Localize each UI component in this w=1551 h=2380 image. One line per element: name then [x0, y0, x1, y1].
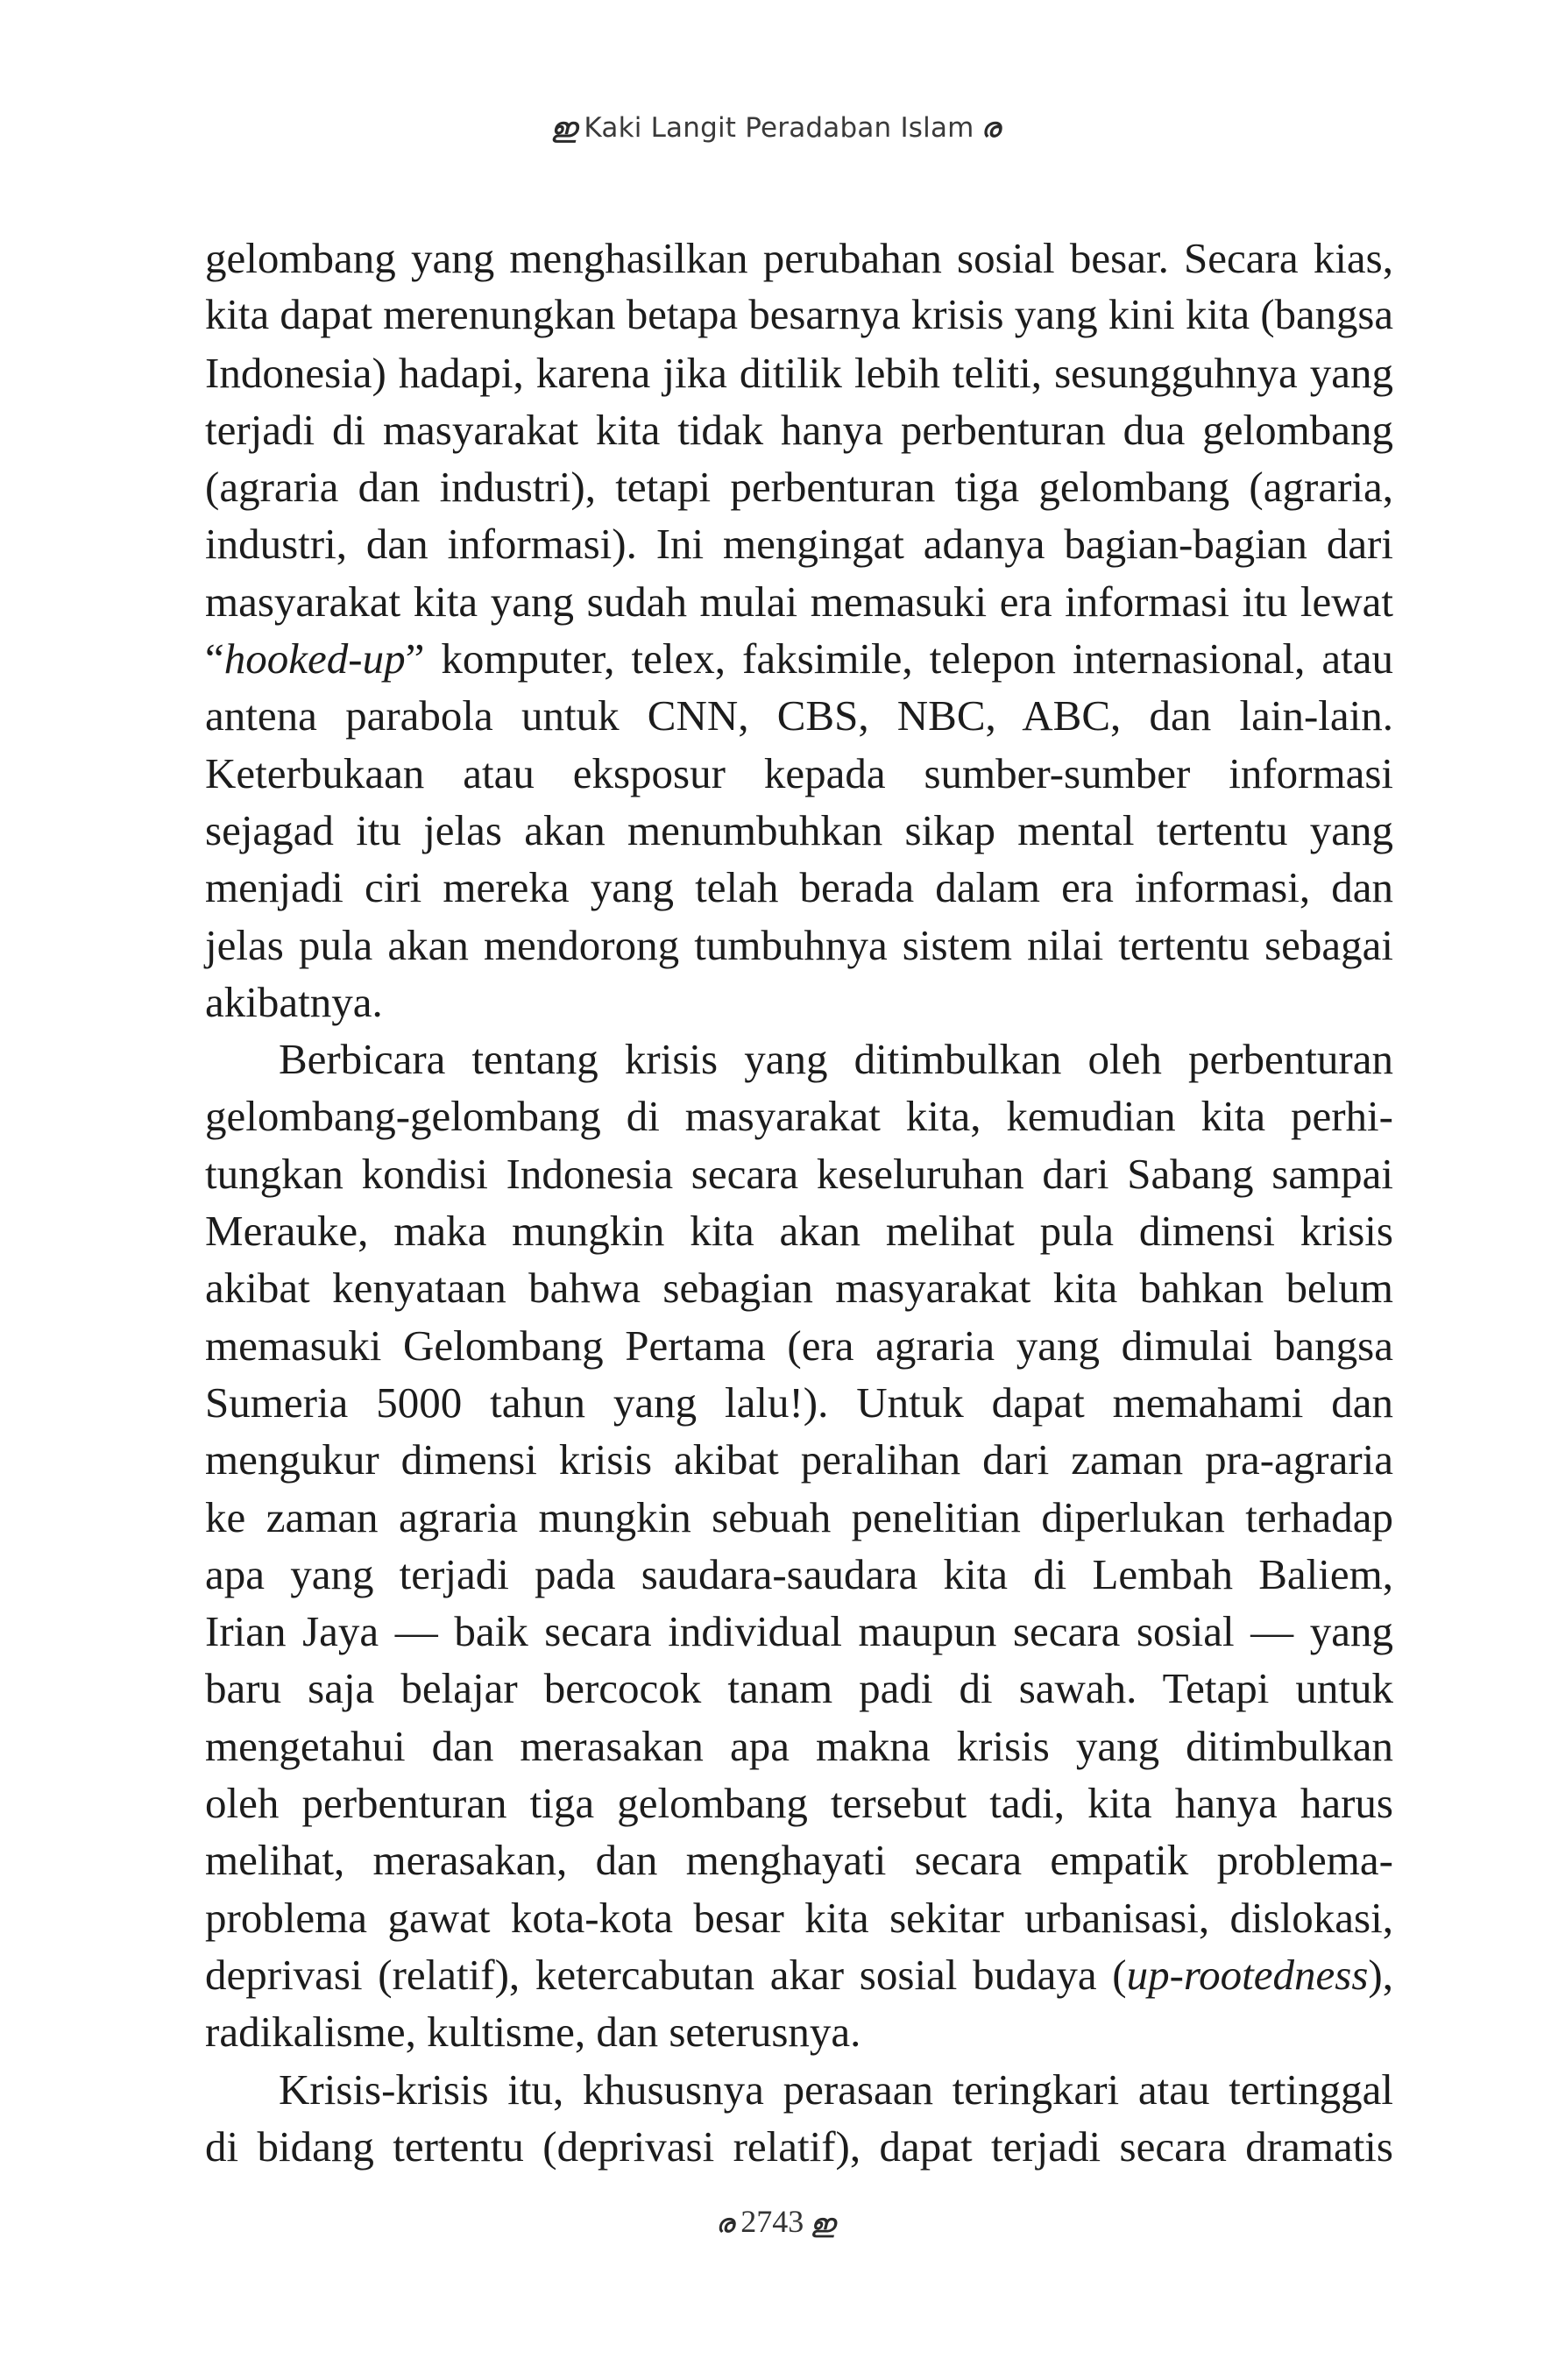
page-footer: [0, 2203, 1551, 2240]
text-line: problema gawat kota-kota besar kita sekitar urbanisasi, dislokasi,: [205, 1893, 1393, 1942]
text-line: antena parabola untuk CNN, CBS, NBC, ABC, dan lain-lain.: [205, 691, 1393, 740]
text-line: Berbicara tentang krisis yang ditimbulkan oleh perbenturan: [279, 1035, 1393, 1084]
text-line: Krisis-krisis itu, khususnya perasaan teringkari atau tertinggal: [279, 2065, 1393, 2114]
body-text: [205, 230, 1393, 2175]
text-line: akibatnya.: [205, 977, 383, 1026]
text-line: ke zaman agraria mungkin sebuah penelitian diperlukan terhadap: [205, 1492, 1393, 1541]
text-line: sejagad itu jelas akan menumbuhkan sikap mental tertentu yang: [205, 805, 1393, 854]
text-line: masyarakat kita yang sudah mulai memasuki era informasi itu lewat: [205, 577, 1393, 626]
text-line: Irian Jaya — baik secara individual maupun secara sosial — yang: [205, 1607, 1393, 1656]
text-line: gelombang-gelombang di masyarakat kita, kemudian kita perhi-: [205, 1092, 1393, 1141]
text-line: “hooked-up” komputer, telex, faksimile, telepon internasional, atau: [205, 634, 1393, 684]
text-line: melihat, merasakan, dan menghayati secara empatik problema-: [205, 1836, 1393, 1885]
text-line: deprivasi (relatif), ketercabutan akar sosial budaya (up-rootedness),: [205, 1950, 1393, 1999]
ornament-left-icon: ഇ: [550, 113, 577, 144]
book-title: Kaki Langit Peradaban Islam: [584, 112, 974, 144]
text-line: terjadi di masyarakat kita tidak hanya perbenturan dua gelombang: [205, 405, 1393, 454]
text-line: di bidang tertentu (deprivasi relatif), dapat terjadi secara dramatis: [205, 2121, 1393, 2171]
text-line: oleh perbenturan tiga gelombang tersebut tadi, kita hanya harus: [205, 1779, 1393, 1828]
text-line: akibat kenyataan bahwa sebagian masyarakat kita bahkan belum: [205, 1264, 1393, 1313]
page-number: 2743: [740, 2204, 804, 2239]
text-line: radikalisme, kultisme, dan seterusnya.: [205, 2008, 861, 2057]
text-line: jelas pula akan mendorong tumbuhnya sistem nilai tertentu sebagai: [205, 920, 1393, 969]
text-line: (agraria dan industri), tetapi perbenturan tiga gelombang (agraria,: [205, 463, 1393, 512]
text-line: memasuki Gelombang Pertama (era agraria yang dimulai bangsa: [205, 1321, 1393, 1370]
text-line: mengukur dimensi krisis akibat peralihan dari zaman pra-agraria: [205, 1435, 1393, 1484]
text-line: Sumeria 5000 tahun yang lalu!). Untuk dapat memahami dan: [205, 1378, 1393, 1427]
paragraph: [205, 2061, 1393, 2176]
text-line: mengetahui dan merasakan apa makna krisis yang ditimbulkan: [205, 1721, 1393, 1770]
running-head: [0, 112, 1551, 144]
text-line: Merauke, maka mungkin kita akan melihat pula dimensi krisis: [205, 1207, 1393, 1256]
text-line: menjadi ciri mereka yang telah berada dalam era informasi, dan: [205, 863, 1393, 912]
text-line: apa yang terjadi pada saudara-saudara kita di Lembah Baliem,: [205, 1549, 1393, 1598]
paragraph: [205, 1031, 1393, 2060]
text-line: Keterbukaan atau eksposur kepada sumber-sumber informasi: [205, 748, 1393, 797]
ornament-right-icon: ഇ: [811, 2209, 835, 2238]
text-line: tungkan kondisi Indonesia secara keseluruhan dari Sabang sampai: [205, 1149, 1393, 1198]
ornament-right-icon: ര: [981, 113, 1001, 144]
text-line: kita dapat merenungkan betapa besarnya krisis yang kini kita (bangsa: [205, 291, 1393, 339]
text-line: Indonesia) hadapi, karena jika ditilik lebih teliti, sesungguhnya yang: [205, 348, 1393, 397]
text-line: gelombang yang menghasilkan perubahan sosial besar. Secara kias,: [205, 234, 1393, 282]
paragraph: [205, 230, 1393, 1031]
ornament-left-icon: ര: [716, 2209, 734, 2238]
text-line: baru saja belajar bercocok tanam padi di sawah. Tetapi untuk: [205, 1664, 1393, 1713]
text-line: industri, dan informasi). Ini mengingat adanya bagian-bagian dari: [205, 520, 1393, 569]
